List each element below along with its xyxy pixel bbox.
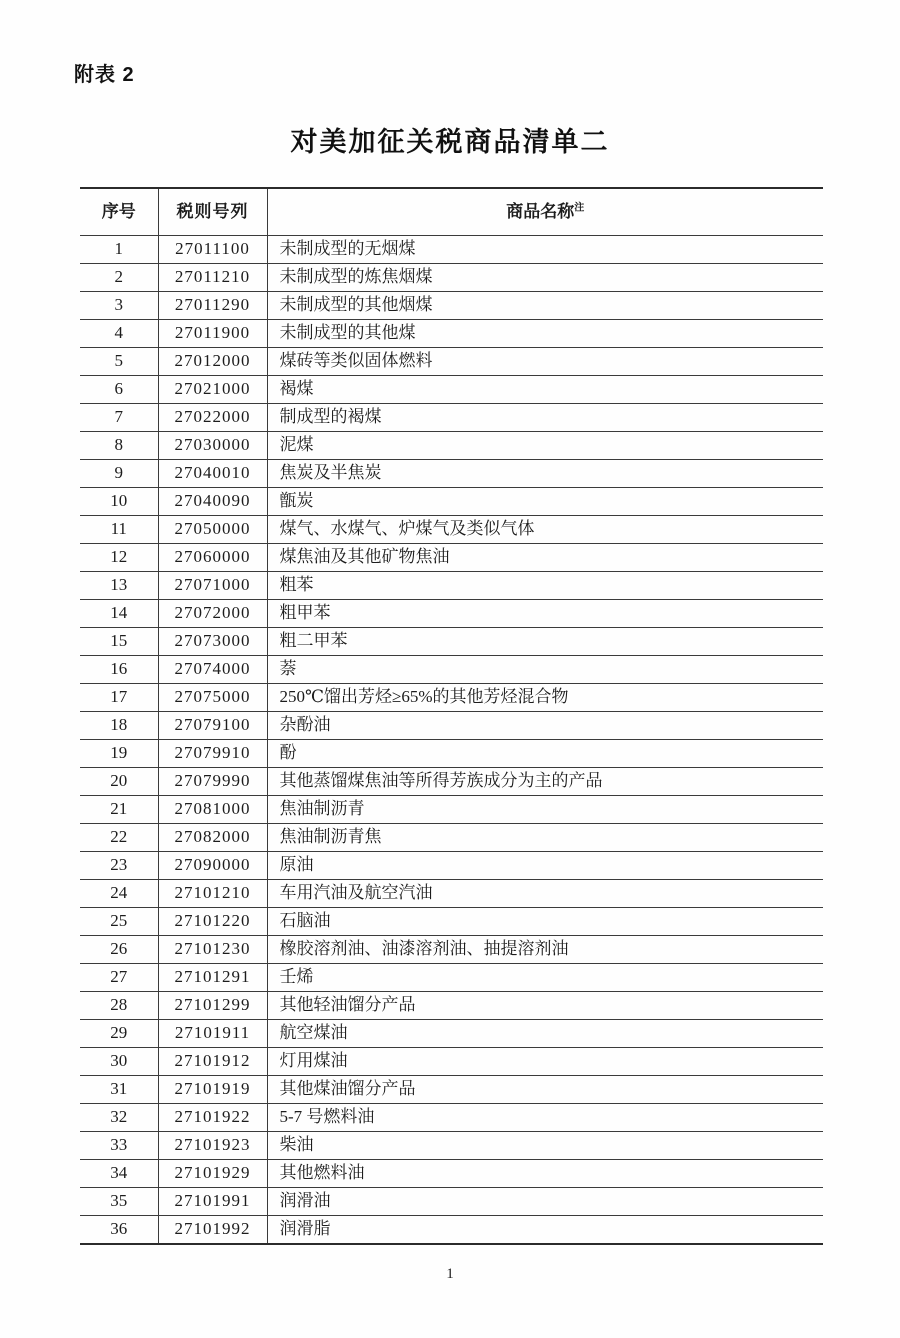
cell-product-name: 车用汽油及航空汽油 — [267, 880, 823, 908]
cell-tariff-code: 27011900 — [158, 320, 267, 348]
cell-tariff-code: 27079990 — [158, 768, 267, 796]
table-row — [80, 488, 823, 516]
cell-product-name: 橡胶溶剂油、油漆溶剂油、抽提溶剂油 — [267, 936, 823, 964]
cell-tariff-code: 27022000 — [158, 404, 267, 432]
cell-index: 27 — [80, 964, 158, 992]
cell-index: 20 — [80, 768, 158, 796]
cell-product-name: 粗甲苯 — [267, 600, 823, 628]
cell-tariff-code: 27079910 — [158, 740, 267, 768]
cell-product-name: 灯用煤油 — [267, 1048, 823, 1076]
cell-tariff-code: 27101922 — [158, 1104, 267, 1132]
cell-product-name: 250℃馏出芳烃≥65%的其他芳烃混合物 — [267, 684, 823, 712]
cell-tariff-code: 27072000 — [158, 600, 267, 628]
cell-tariff-code: 27030000 — [158, 432, 267, 460]
cell-tariff-code: 27101992 — [158, 1216, 267, 1245]
cell-product-name: 其他蒸馏煤焦油等所得芳族成分为主的产品 — [267, 768, 823, 796]
cell-tariff-code: 27050000 — [158, 516, 267, 544]
table-row — [80, 740, 823, 768]
cell-index: 19 — [80, 740, 158, 768]
cell-product-name: 粗二甲苯 — [267, 628, 823, 656]
cell-tariff-code: 27060000 — [158, 544, 267, 572]
cell-tariff-code: 27090000 — [158, 852, 267, 880]
page-number: 1 — [446, 1266, 454, 1282]
table-row — [80, 656, 823, 684]
cell-product-name: 石脑油 — [267, 908, 823, 936]
table-row — [80, 264, 823, 292]
cell-tariff-code: 27101299 — [158, 992, 267, 1020]
col-header-tariff-code: 税则号列 — [158, 188, 267, 236]
document-title: 对美加征关税商品清单二 — [290, 127, 610, 157]
table-row — [80, 824, 823, 852]
table-row — [80, 1188, 823, 1216]
cell-index: 34 — [80, 1160, 158, 1188]
table-body — [80, 236, 823, 1245]
cell-index: 7 — [80, 404, 158, 432]
table-row — [80, 348, 823, 376]
cell-tariff-code: 27012000 — [158, 348, 267, 376]
cell-tariff-code: 27081000 — [158, 796, 267, 824]
cell-tariff-code: 27082000 — [158, 824, 267, 852]
cell-product-name: 其他燃料油 — [267, 1160, 823, 1188]
cell-index: 6 — [80, 376, 158, 404]
cell-tariff-code: 27074000 — [158, 656, 267, 684]
cell-product-name: 泥煤 — [267, 432, 823, 460]
table-row — [80, 796, 823, 824]
cell-index: 31 — [80, 1076, 158, 1104]
table-row — [80, 880, 823, 908]
cell-tariff-code: 27011290 — [158, 292, 267, 320]
cell-index: 33 — [80, 1132, 158, 1160]
col-header-product-name — [267, 188, 823, 236]
cell-index: 25 — [80, 908, 158, 936]
cell-product-name: 粗苯 — [267, 572, 823, 600]
cell-product-name: 其他煤油馏分产品 — [267, 1076, 823, 1104]
table-row — [80, 460, 823, 488]
cell-product-name: 未制成型的炼焦烟煤 — [267, 264, 823, 292]
cell-tariff-code: 27079100 — [158, 712, 267, 740]
cell-index: 16 — [80, 656, 158, 684]
cell-index: 15 — [80, 628, 158, 656]
cell-product-name: 焦油制沥青焦 — [267, 824, 823, 852]
product-name-note-sup: 注 — [574, 202, 585, 213]
table-row — [80, 1132, 823, 1160]
cell-tariff-code: 27101210 — [158, 880, 267, 908]
table-row — [80, 1076, 823, 1104]
cell-index: 3 — [80, 292, 158, 320]
cell-product-name: 未制成型的其他煤 — [267, 320, 823, 348]
cell-tariff-code: 27011100 — [158, 236, 267, 264]
cell-product-name: 酚 — [267, 740, 823, 768]
cell-product-name: 润滑脂 — [267, 1216, 823, 1245]
cell-index: 23 — [80, 852, 158, 880]
table-row — [80, 236, 823, 264]
table-row — [80, 1160, 823, 1188]
table-row — [80, 684, 823, 712]
cell-product-name: 萘 — [267, 656, 823, 684]
table-row — [80, 964, 823, 992]
cell-tariff-code: 27011210 — [158, 264, 267, 292]
cell-product-name: 褐煤 — [267, 376, 823, 404]
cell-index: 12 — [80, 544, 158, 572]
cell-index: 1 — [80, 236, 158, 264]
col-header-product-name-text: 商品名称 — [506, 201, 575, 221]
cell-product-name: 煤气、水煤气、炉煤气及类似气体 — [267, 516, 823, 544]
cell-tariff-code: 27101923 — [158, 1132, 267, 1160]
cell-tariff-code: 27101911 — [158, 1020, 267, 1048]
table-row — [80, 852, 823, 880]
cell-index: 35 — [80, 1188, 158, 1216]
cell-tariff-code: 27101220 — [158, 908, 267, 936]
table-row — [80, 572, 823, 600]
table-row — [80, 908, 823, 936]
table-row — [80, 1104, 823, 1132]
cell-index: 17 — [80, 684, 158, 712]
table-row — [80, 432, 823, 460]
cell-tariff-code: 27101929 — [158, 1160, 267, 1188]
cell-index: 24 — [80, 880, 158, 908]
table-row — [80, 1048, 823, 1076]
cell-product-name: 未制成型的其他烟煤 — [267, 292, 823, 320]
cell-tariff-code: 27040090 — [158, 488, 267, 516]
table-row — [80, 516, 823, 544]
cell-product-name: 甑炭 — [267, 488, 823, 516]
cell-tariff-code: 27101991 — [158, 1188, 267, 1216]
table-row — [80, 376, 823, 404]
table-row — [80, 544, 823, 572]
cell-product-name: 未制成型的无烟煤 — [267, 236, 823, 264]
cell-index: 5 — [80, 348, 158, 376]
cell-index: 10 — [80, 488, 158, 516]
cell-product-name: 焦油制沥青 — [267, 796, 823, 824]
cell-index: 9 — [80, 460, 158, 488]
cell-tariff-code: 27101912 — [158, 1048, 267, 1076]
cell-product-name: 5-7 号燃料油 — [267, 1104, 823, 1132]
cell-product-name: 润滑油 — [267, 1188, 823, 1216]
cell-product-name: 制成型的褐煤 — [267, 404, 823, 432]
table-row — [80, 712, 823, 740]
cell-index: 18 — [80, 712, 158, 740]
cell-index: 28 — [80, 992, 158, 1020]
col-header-index: 序号 — [80, 188, 158, 236]
cell-index: 29 — [80, 1020, 158, 1048]
cell-index: 11 — [80, 516, 158, 544]
table-row — [80, 404, 823, 432]
cell-product-name: 焦炭及半焦炭 — [267, 460, 823, 488]
cell-product-name: 原油 — [267, 852, 823, 880]
cell-index: 14 — [80, 600, 158, 628]
table-row — [80, 628, 823, 656]
cell-tariff-code: 27071000 — [158, 572, 267, 600]
cell-index: 36 — [80, 1216, 158, 1245]
cell-tariff-code: 27073000 — [158, 628, 267, 656]
cell-index: 30 — [80, 1048, 158, 1076]
cell-index: 22 — [80, 824, 158, 852]
table-row — [80, 992, 823, 1020]
tariff-table — [80, 187, 823, 1245]
cell-tariff-code: 27101919 — [158, 1076, 267, 1104]
cell-index: 26 — [80, 936, 158, 964]
cell-product-name: 航空煤油 — [267, 1020, 823, 1048]
cell-product-name: 柴油 — [267, 1132, 823, 1160]
cell-index: 2 — [80, 264, 158, 292]
cell-tariff-code: 27021000 — [158, 376, 267, 404]
table-row — [80, 768, 823, 796]
cell-product-name: 煤砖等类似固体燃料 — [267, 348, 823, 376]
cell-tariff-code: 27075000 — [158, 684, 267, 712]
cell-product-name: 其他轻油馏分产品 — [267, 992, 823, 1020]
table-row — [80, 1020, 823, 1048]
cell-index: 32 — [80, 1104, 158, 1132]
table-row — [80, 1216, 823, 1245]
table-row — [80, 292, 823, 320]
cell-tariff-code: 27101230 — [158, 936, 267, 964]
table-row — [80, 320, 823, 348]
cell-index: 4 — [80, 320, 158, 348]
table-header-row — [80, 188, 823, 236]
table-row — [80, 600, 823, 628]
cell-product-name: 壬烯 — [267, 964, 823, 992]
cell-index: 13 — [80, 572, 158, 600]
cell-index: 21 — [80, 796, 158, 824]
table-row — [80, 936, 823, 964]
cell-tariff-code: 27101291 — [158, 964, 267, 992]
cell-index: 8 — [80, 432, 158, 460]
appendix-label: 附表 2 — [74, 64, 135, 86]
cell-tariff-code: 27040010 — [158, 460, 267, 488]
cell-product-name: 杂酚油 — [267, 712, 823, 740]
cell-product-name: 煤焦油及其他矿物焦油 — [267, 544, 823, 572]
